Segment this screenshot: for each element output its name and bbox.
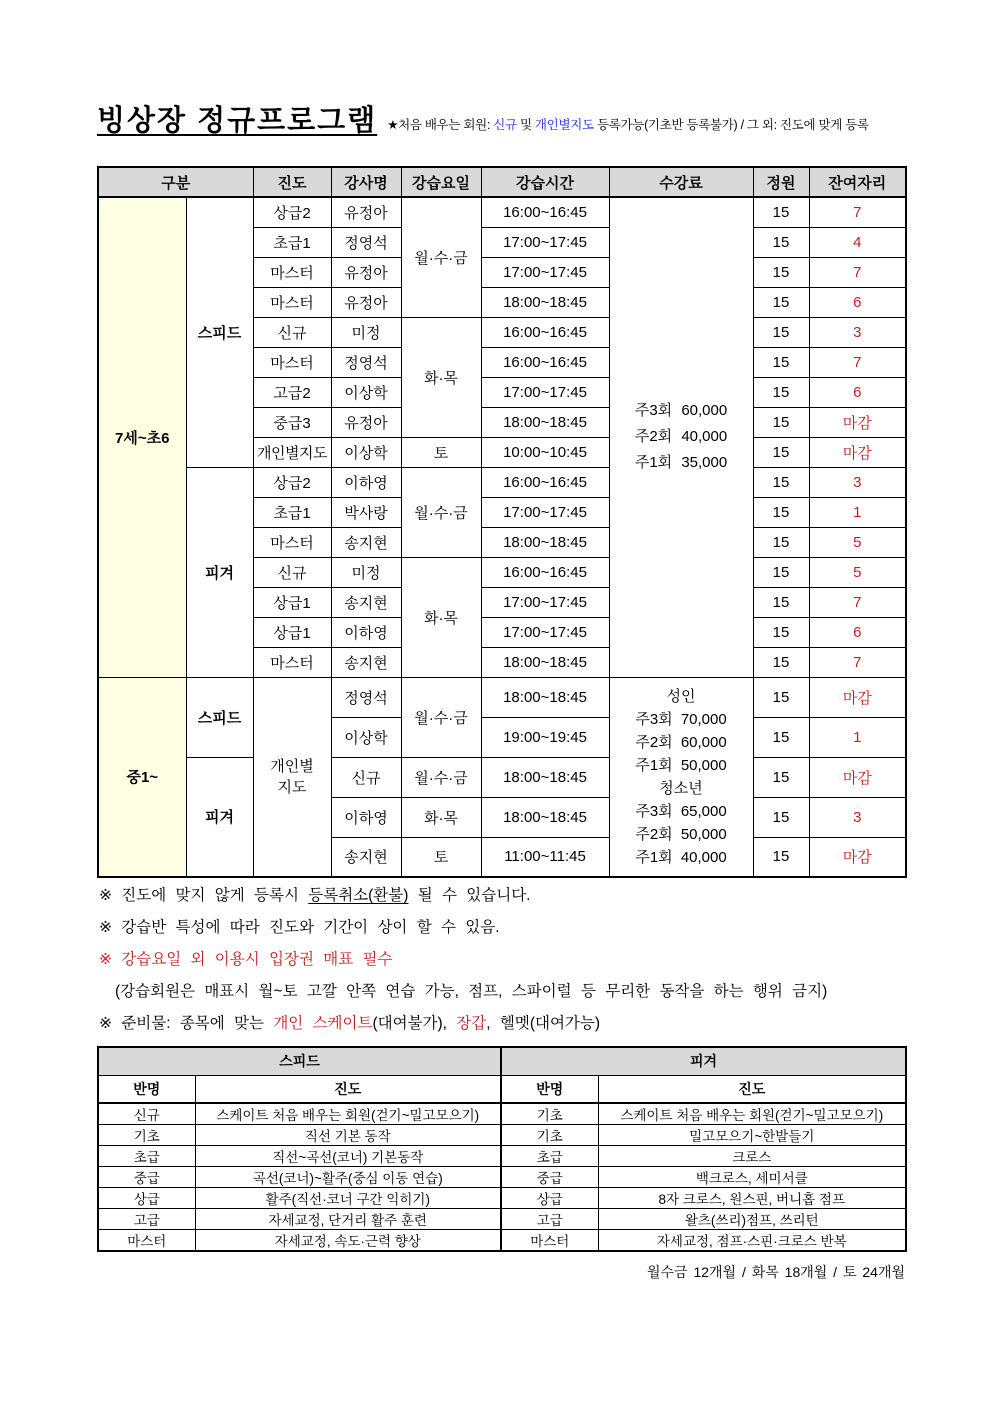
instructor-cell: 송지현	[331, 587, 401, 617]
remaining-cell: 1	[809, 717, 906, 757]
speed-class-desc: 활주(직선·코너 구간 익히기)	[195, 1188, 501, 1209]
instructor-cell: 정영석	[331, 347, 401, 377]
levels-col-progress: 진도	[195, 1075, 501, 1103]
fee-cell-block1	[609, 197, 753, 677]
level-cell: 마스터	[253, 287, 331, 317]
fee-line: 주1회 35,000	[634, 454, 728, 472]
annotation-suffix: 등록가능(기초반 등록불가) / 그 외: 진도에 맞게 등록	[593, 117, 869, 132]
time-cell: 18:00~18:45	[481, 407, 609, 437]
figure-class-desc: 스케이트 처음 배우는 회원(걷기~밀고모으기)	[598, 1103, 906, 1125]
levels-col-class: 반명	[501, 1075, 598, 1103]
remaining-cell: 마감	[809, 407, 906, 437]
col-header-capacity: 정원	[753, 167, 809, 197]
speed-class-name: 마스터	[98, 1230, 195, 1252]
table-header-row	[98, 167, 906, 197]
level-cell: 중급3	[253, 407, 331, 437]
instructor-cell: 유정아	[331, 287, 401, 317]
remaining-cell: 마감	[809, 677, 906, 717]
remaining-cell: 3	[809, 467, 906, 497]
figure-class-desc: 자세교정, 점프·스핀·크로스 반복	[598, 1230, 906, 1252]
level-cell: 상급1	[253, 617, 331, 647]
capacity-cell: 15	[753, 797, 809, 837]
figure-class-name: 기초	[501, 1125, 598, 1146]
remaining-cell: 마감	[809, 837, 906, 877]
col-header-category: 구분	[98, 167, 253, 197]
table-row	[98, 467, 906, 497]
table-row	[98, 757, 906, 797]
private-lesson-line2: 지도	[277, 778, 307, 796]
days-cell: 화·목	[401, 797, 481, 837]
page-title: 빙상장 정규프로그램	[97, 105, 378, 137]
days-cell: 월·수·금	[401, 757, 481, 797]
capacity-cell: 15	[753, 527, 809, 557]
note-refund	[99, 886, 959, 906]
time-cell: 18:00~18:45	[481, 677, 609, 717]
time-cell: 16:00~16:45	[481, 197, 609, 227]
speed-class-name: 고급	[98, 1209, 195, 1230]
notes-section	[99, 886, 959, 1046]
days-cell: 월·수·금	[401, 467, 481, 557]
level-cell: 마스터	[253, 647, 331, 677]
remaining-cell: 6	[809, 377, 906, 407]
figure-class-name: 초급	[501, 1146, 598, 1167]
instructor-cell: 유정아	[331, 197, 401, 227]
instructor-cell: 송지현	[331, 647, 401, 677]
days-cell: 월·수·금	[401, 197, 481, 317]
remaining-cell: 4	[809, 227, 906, 257]
time-cell: 17:00~17:45	[481, 377, 609, 407]
speed-class-name: 중급	[98, 1167, 195, 1188]
note-text: ※ 진도에 맞지 않게 등록시	[99, 887, 309, 904]
remaining-cell: 3	[809, 797, 906, 837]
levels-row	[98, 1167, 906, 1188]
remaining-cell: 7	[809, 587, 906, 617]
figure-class-name: 마스터	[501, 1230, 598, 1252]
section-label-figure: 피겨	[186, 757, 253, 877]
instructor-cell: 이상학	[331, 377, 401, 407]
figure-class-desc: 8자 크로스, 원스핀, 버니홉 점프	[598, 1188, 906, 1209]
level-cell: 신규	[253, 557, 331, 587]
time-cell: 17:00~17:45	[481, 617, 609, 647]
remaining-cell: 7	[809, 197, 906, 227]
days-cell: 화·목	[401, 557, 481, 677]
fee-line: 주3회 60,000	[634, 402, 728, 420]
figure-class-desc: 크로스	[598, 1146, 906, 1167]
remaining-cell: 5	[809, 527, 906, 557]
capacity-cell: 15	[753, 677, 809, 717]
level-cell: 마스터	[253, 257, 331, 287]
capacity-cell: 15	[753, 317, 809, 347]
instructor-cell: 정영석	[331, 227, 401, 257]
title-row	[97, 106, 957, 138]
col-header-fee: 수강료	[609, 167, 753, 197]
time-cell: 16:00~16:45	[481, 467, 609, 497]
capacity-cell: 15	[753, 287, 809, 317]
instructor-cell: 유정아	[331, 407, 401, 437]
capacity-cell: 15	[753, 757, 809, 797]
remaining-cell: 6	[809, 287, 906, 317]
levels-row	[98, 1146, 906, 1167]
level-cell: 상급2	[253, 467, 331, 497]
speed-class-name: 기초	[98, 1125, 195, 1146]
speed-class-desc: 곡선(코너)~활주(중심 이동 연습)	[195, 1167, 501, 1188]
time-cell: 18:00~18:45	[481, 797, 609, 837]
level-description-table	[97, 1046, 907, 1252]
level-cell: 초급1	[253, 227, 331, 257]
capacity-cell: 15	[753, 587, 809, 617]
instructor-cell: 미정	[331, 317, 401, 347]
capacity-cell: 15	[753, 407, 809, 437]
note-red-gloves: 장갑	[456, 1015, 487, 1032]
note-practice-rules: (강습회원은 매표시 월~토 고깔 안쪽 연습 가능, 점프, 스파이럴 등 무리한 동작을 하는 행위 금지)	[115, 983, 828, 1000]
group-label-elementary: 7세~초6	[98, 197, 186, 677]
days-cell: 화·목	[401, 317, 481, 437]
time-cell: 17:00~17:45	[481, 587, 609, 617]
time-cell: 10:00~10:45	[481, 437, 609, 467]
fee-cell-block2	[609, 677, 753, 877]
fee-line: 주1회 40,000	[635, 848, 727, 866]
remaining-cell: 7	[809, 347, 906, 377]
capacity-cell: 15	[753, 467, 809, 497]
speed-class-desc: 자세교정, 속도·근력 향상	[195, 1230, 501, 1252]
duration-footnote: 월수금 12개월 / 화목 18개월 / 토 24개월	[646, 1264, 905, 1280]
col-header-remaining: 잔여자리	[809, 167, 906, 197]
instructor-cell: 이하영	[331, 467, 401, 497]
note-red-skates: 개인 스케이트	[273, 1015, 373, 1032]
capacity-cell: 15	[753, 227, 809, 257]
instructor-cell: 박사랑	[331, 497, 401, 527]
levels-row	[98, 1125, 906, 1146]
note-progress: ※ 강습반 특성에 따라 진도와 기간이 상이 할 수 있음.	[99, 919, 500, 936]
remaining-cell: 마감	[809, 757, 906, 797]
note-text: (대여불가),	[372, 1015, 457, 1032]
note-text: ※ 준비물: 종목에 맞는	[99, 1015, 274, 1032]
capacity-cell: 15	[753, 197, 809, 227]
remaining-cell: 7	[809, 647, 906, 677]
fee-line: 주2회 60,000	[635, 733, 727, 751]
note-text: 될 수 있습니다.	[408, 887, 531, 904]
figure-class-name: 상급	[501, 1188, 598, 1209]
figure-class-desc: 백크로스, 세미서클	[598, 1167, 906, 1188]
private-lesson-line1: 개인별	[270, 757, 314, 775]
speed-class-name: 상급	[98, 1188, 195, 1209]
level-cell: 고급2	[253, 377, 331, 407]
capacity-cell: 15	[753, 377, 809, 407]
time-cell: 18:00~18:45	[481, 287, 609, 317]
fee-line: 주2회 50,000	[635, 825, 727, 843]
time-cell: 17:00~17:45	[481, 257, 609, 287]
figure-class-name: 고급	[501, 1209, 598, 1230]
speed-class-desc: 직선 기본 동작	[195, 1125, 501, 1146]
speed-class-name: 신규	[98, 1103, 195, 1125]
level-cell: 신규	[253, 317, 331, 347]
time-cell: 11:00~11:45	[481, 837, 609, 877]
capacity-cell: 15	[753, 617, 809, 647]
level-cell: 마스터	[253, 347, 331, 377]
figure-class-desc: 왈츠(쓰리)점프, 쓰리턴	[598, 1209, 906, 1230]
speed-class-desc: 스케이트 처음 배우는 회원(걷기~밀고모으기)	[195, 1103, 501, 1125]
section-label-speed: 스피드	[186, 197, 253, 467]
capacity-cell: 15	[753, 557, 809, 587]
fee-line: 주2회 40,000	[634, 428, 728, 446]
fee-line: 청소년	[659, 779, 703, 797]
days-cell: 토	[401, 837, 481, 877]
time-cell: 17:00~17:45	[481, 227, 609, 257]
star-icon: ★	[387, 117, 399, 132]
level-cell: 개인별지도	[253, 437, 331, 467]
fee-line: 주3회 70,000	[635, 710, 727, 728]
capacity-cell: 15	[753, 837, 809, 877]
speed-class-desc: 자세교정, 단거리 활주 훈련	[195, 1209, 501, 1230]
speed-class-desc: 직선~곡선(코너) 기본동작	[195, 1146, 501, 1167]
instructor-cell: 이상학	[331, 437, 401, 467]
time-cell: 18:00~18:45	[481, 527, 609, 557]
note-text: , 헬멧(대여가능)	[486, 1015, 601, 1032]
instructor-cell: 신규	[331, 757, 401, 797]
time-cell: 16:00~16:45	[481, 317, 609, 347]
annotation-blue-new: 신규	[493, 117, 517, 132]
level-cell: 상급2	[253, 197, 331, 227]
annotation-blue-private: 개인별지도	[534, 117, 594, 132]
time-cell: 16:00~16:45	[481, 557, 609, 587]
note-equipment	[99, 1014, 959, 1034]
remaining-cell: 3	[809, 317, 906, 347]
levels-row	[98, 1103, 906, 1125]
levels-col-class: 반명	[98, 1075, 195, 1103]
level-cell: 초급1	[253, 497, 331, 527]
instructor-cell: 이상학	[331, 717, 401, 757]
col-header-days: 강습요일	[401, 167, 481, 197]
remaining-cell: 7	[809, 257, 906, 287]
levels-header-row	[98, 1047, 906, 1075]
section-label-speed: 스피드	[186, 677, 253, 757]
col-header-level: 진도	[253, 167, 331, 197]
levels-header-figure: 피겨	[501, 1047, 906, 1075]
time-cell: 18:00~18:45	[481, 647, 609, 677]
instructor-cell: 미정	[331, 557, 401, 587]
note-underlined-text: 등록취소(환불)	[308, 887, 409, 904]
time-cell: 17:00~17:45	[481, 497, 609, 527]
remaining-cell: 마감	[809, 437, 906, 467]
section-label-figure: 피겨	[186, 467, 253, 677]
fee-line: 성인	[666, 687, 696, 705]
level-cell-private-lesson	[253, 677, 331, 877]
capacity-cell: 15	[753, 717, 809, 757]
levels-row	[98, 1230, 906, 1252]
fee-line: 주3회 65,000	[635, 802, 727, 820]
figure-class-name: 중급	[501, 1167, 598, 1188]
instructor-cell: 송지현	[331, 527, 401, 557]
remaining-cell: 5	[809, 557, 906, 587]
capacity-cell: 15	[753, 347, 809, 377]
figure-class-name: 기초	[501, 1103, 598, 1125]
level-cell: 상급1	[253, 587, 331, 617]
days-cell: 월·수·금	[401, 677, 481, 757]
col-header-instructor: 강사명	[331, 167, 401, 197]
program-schedule-table	[97, 166, 907, 878]
levels-subheader-row	[98, 1075, 906, 1103]
instructor-cell: 이하영	[331, 617, 401, 647]
group-label-middle-school: 중1~	[98, 677, 186, 877]
figure-class-desc: 밀고모으기~한발들기	[598, 1125, 906, 1146]
capacity-cell: 15	[753, 437, 809, 467]
time-cell: 19:00~19:45	[481, 717, 609, 757]
col-header-time: 강습시간	[481, 167, 609, 197]
capacity-cell: 15	[753, 497, 809, 527]
instructor-cell: 이하영	[331, 797, 401, 837]
fee-line: 주1회 50,000	[635, 756, 727, 774]
table-row	[98, 197, 906, 227]
levels-row	[98, 1209, 906, 1230]
remaining-cell: 1	[809, 497, 906, 527]
capacity-cell: 15	[753, 257, 809, 287]
title-annotation	[387, 115, 869, 138]
annotation-prefix: 처음 배우는 회원:	[398, 117, 494, 132]
days-cell: 토	[401, 437, 481, 467]
capacity-cell: 15	[753, 647, 809, 677]
table-row	[98, 677, 906, 717]
levels-header-speed: 스피드	[98, 1047, 501, 1075]
levels-col-progress: 진도	[598, 1075, 906, 1103]
annotation-mid: 및	[516, 117, 535, 132]
level-cell: 마스터	[253, 527, 331, 557]
instructor-cell: 정영석	[331, 677, 401, 717]
time-cell: 18:00~18:45	[481, 757, 609, 797]
time-cell: 16:00~16:45	[481, 347, 609, 377]
instructor-cell: 송지현	[331, 837, 401, 877]
note-ticket-required: ※ 강습요일 외 이용시 입장권 매표 필수	[99, 951, 393, 968]
levels-row	[98, 1188, 906, 1209]
remaining-cell: 6	[809, 617, 906, 647]
instructor-cell: 유정아	[331, 257, 401, 287]
speed-class-name: 초급	[98, 1146, 195, 1167]
